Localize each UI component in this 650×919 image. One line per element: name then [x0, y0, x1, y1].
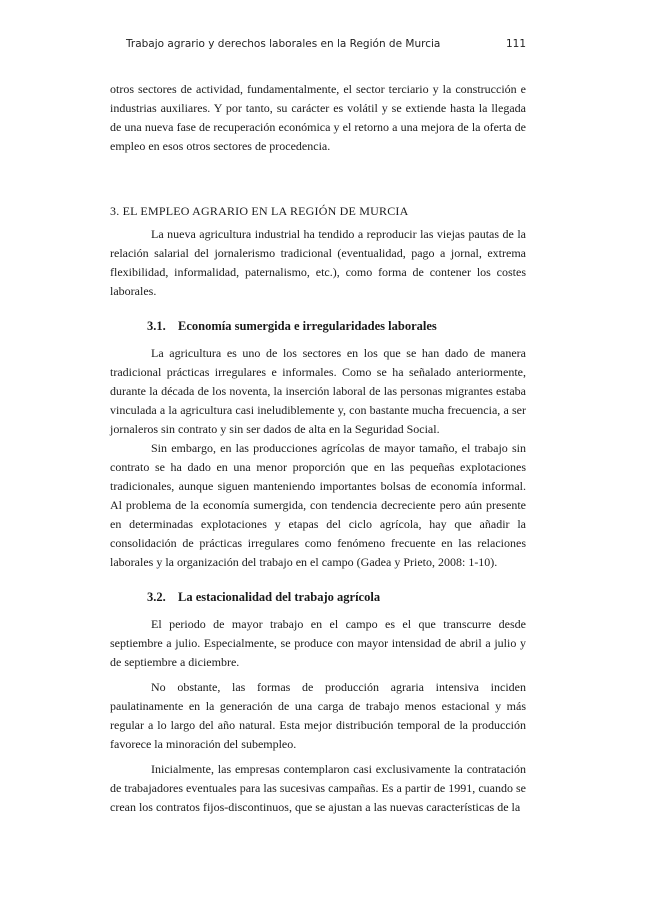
subsection-title: La estacionalidad del trabajo agrícola	[178, 590, 381, 604]
paragraph: El periodo de mayor trabajo en el campo es el que transcurre desde septiembre a julio. Especialmente, se produce con mayor intensidad de abril a julio y de septiembre a diciembre.	[110, 617, 526, 669]
subsection-heading-3-1	[147, 317, 526, 336]
paragraph: Inicialmente, las empresas contemplaron casi exclusivamente la contratación de trabajadores eventuales para las sucesivas campañas. Es a partir de 1991, cuando se crean los contratos fijos-discontinuos, que se ajustan a las nuevas características de la	[110, 762, 526, 814]
paragraph: No obstante, las formas de producción agraria intensiva inciden paulatinamente en la generación de una carga de trabajo menos estacional y más regular a lo largo del año natural. Esta mejor distribución temporal de la producción favorece la minoración del subempleo.	[110, 680, 526, 751]
subsection-title: Economía sumergida e irregularidades laborales	[178, 319, 437, 333]
paragraph: La agricultura es uno de los sectores en los que se han dado de manera tradicional prácticas irregulares e informales. Como se ha señalado anteriormente, durante la década de los noventa, la inserción laboral de las personas migrantes estaba vinculada a la agricultura casi ineludiblemente y, con bastante mucha frecuencia, a ser jornaleros sin contrato y sin ser dados de alta en la Seguridad Social.	[110, 346, 526, 436]
section-heading-3: 3. EL EMPLEO AGRARIO EN LA REGIÓN DE MURCIA	[110, 204, 409, 218]
page-content	[110, 80, 526, 817]
paragraph: Sin embargo, en las producciones agrícolas de mayor tamaño, el trabajo sin contrato se ha dado en una menor proporción que en las pequeñas explotaciones tradicionales, aunque siguen manteniendo importantes bolsas de economía informal. Al problema de la economía sumergida, con tendencia decreciente pero aún presente en determinadas explotaciones y etapas del ciclo agrícola, hay que añadir la consolidación de prácticas irregulares como fenómeno frecuente en las relaciones laborales y la organización del trabajo en el campo (Gadea y Prieto, 2008: 1-10).	[110, 441, 526, 569]
subsection-number: 3.2.	[147, 590, 166, 604]
running-header	[126, 38, 526, 50]
subsection-number: 3.1.	[147, 319, 166, 333]
subsection-heading-3-2	[147, 588, 526, 607]
intro-paragraph: otros sectores de actividad, fundamentalmente, el sector terciario y la construcción e industrias auxiliares. Y por tanto, su carácter es volátil y se extiende hasta la llegada de una nueva fase de recuperación económica y el retorno a una mejora de la oferta de empleo en esos otros sectores de procedencia.	[110, 82, 526, 153]
page-number: 111	[505, 38, 526, 50]
section-3-paragraph: La nueva agricultura industrial ha tendido a reproducir las viejas pautas de la relación salarial del jornalerismo tradicional (eventualidad, pago a jornal, extrema flexibilidad, informalidad, paternalismo, etc.), como forma de contener los costes laborales.	[110, 227, 526, 298]
running-title: Trabajo agrario y derechos laborales en la Región de Murcia	[126, 38, 441, 50]
